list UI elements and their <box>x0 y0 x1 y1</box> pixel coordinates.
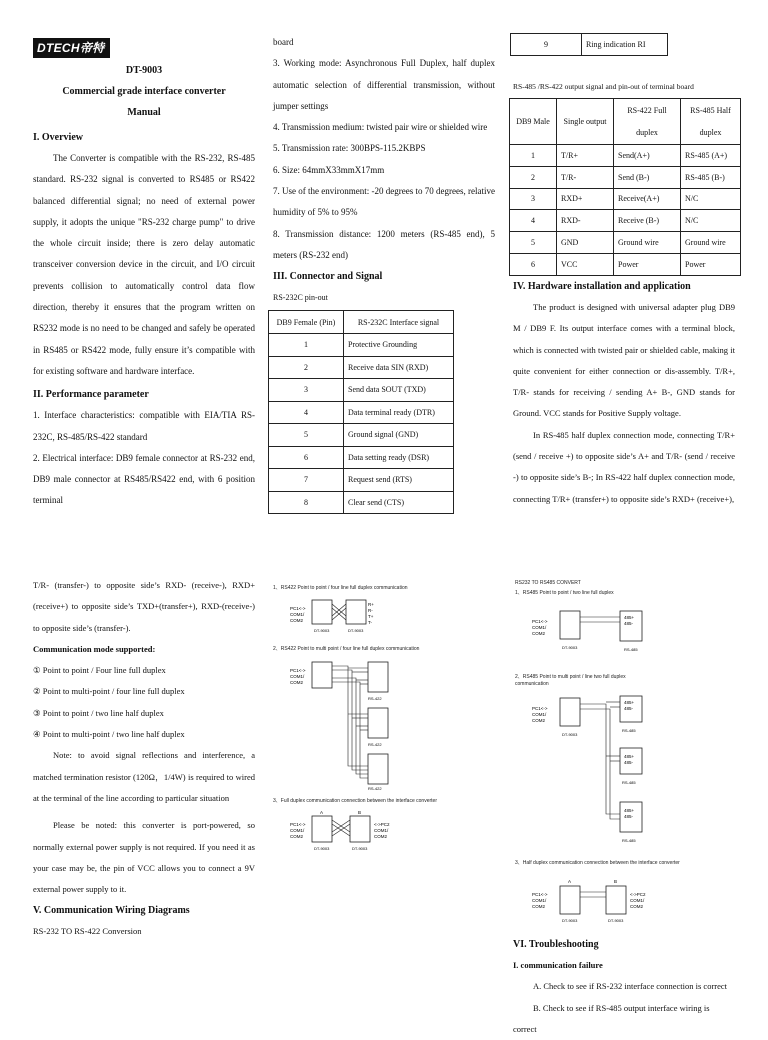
hardware-p2: In RS-485 half duplex connection mode, connecting T/R+ (send / receive +) to opposite side’s A+ and T/R- (send / receive -) to opposite side’s B-; In RS-422 half duplex connection mode, connecting T/R+ (transfer+) to opposite side’s RXD+ (receive+), <box>513 429 735 504</box>
svg-text:COM1/: COM1/ <box>532 898 547 903</box>
table-cell: N/C <box>681 210 741 232</box>
diagram-caption: 2、RS485 Point to multi point / line two full duplex communication <box>515 674 626 687</box>
termination-note: Note: to avoid signal reflections and interference, a matched termination resistor (120Ω，1/4W) is required to wired at the terminal of the line according to particular situation <box>33 750 255 803</box>
table-cell: RXD- <box>557 210 614 232</box>
table-header: DB9 Female (Pin) <box>269 311 344 334</box>
perf-item-8: 8. Transmission distance: 1200 meters (RS-485 end), 5 meters (RS-232 end) <box>273 228 495 260</box>
table-cell: Power <box>614 253 681 275</box>
svg-text:T+: T+ <box>368 614 374 619</box>
table-cell: GND <box>557 232 614 254</box>
hardware-heading: IV. Hardware installation and application <box>513 281 691 292</box>
doc-model: DT-9003 <box>125 65 163 76</box>
svg-text:DT-9003: DT-9003 <box>562 732 578 737</box>
table-cell: 6 <box>510 253 557 275</box>
table-cell: 2 <box>269 356 344 379</box>
diagram-title: RS232 TO RS485 CONVERT <box>515 580 581 586</box>
table-row <box>269 334 454 357</box>
svg-text:RS-485: RS-485 <box>622 838 636 843</box>
bottom-left-column <box>33 575 255 943</box>
doc-subtitle: Manual <box>127 107 161 118</box>
svg-text:RS-422: RS-422 <box>368 786 382 791</box>
svg-text:COM1/: COM1/ <box>290 612 305 617</box>
diagram-caption: 3、Full duplex communication connection between the interface converter <box>273 798 437 804</box>
table-cell: 5 <box>269 424 344 447</box>
wiring-sub: RS-232 TO RS-422 Conversion <box>33 926 142 937</box>
diagram-485-converter-pair <box>530 876 665 928</box>
svg-text:DT-9003: DT-9003 <box>562 918 578 923</box>
table-header-row <box>269 311 454 334</box>
svg-text:DT-9003: DT-9003 <box>348 628 364 633</box>
perf-item-2: 2. Electrical interface: DB9 female connector at RS-232 end, DB9 male connector at RS485/RS422 end, with 6 position terminal <box>33 452 255 506</box>
table-row <box>269 491 454 514</box>
table-cell: Ring indication RI <box>582 34 668 56</box>
right-column <box>513 276 735 510</box>
svg-text:R-: R- <box>368 608 373 613</box>
table-cell: 9 <box>511 34 582 56</box>
table-cell: Send(A+) <box>614 145 681 167</box>
table-cell: Send data SOUT (TXD) <box>344 379 454 402</box>
perf-item-2-cont: board <box>273 37 294 47</box>
perf-item-6: 6. Size: 64mmX33mmX17mm <box>273 164 385 175</box>
table-cell: Receive data SIN (RXD) <box>344 356 454 379</box>
svg-text:485+: 485+ <box>624 808 635 813</box>
rs485-caption: RS-485 /RS-422 output signal and pin-out of terminal board <box>513 82 694 91</box>
troubleshooting-heading: VI. Troubleshooting <box>513 939 599 950</box>
svg-text:COM2: COM2 <box>290 618 304 623</box>
svg-text:PC1<->: PC1<-> <box>532 706 548 711</box>
svg-text:485+: 485+ <box>624 700 635 705</box>
perf-item-3: 3. Working mode: Asynchronous Full Duplex, half duplex automatic selection of differential transmission, without jumper settings <box>273 58 495 111</box>
svg-text:485-: 485- <box>624 760 634 765</box>
svg-text:COM1/: COM1/ <box>630 898 645 903</box>
diagram-caption: 1、RS485 Point to point / two line full duplex <box>515 590 614 596</box>
diagram-caption: 2、RS422 Point to multi point / four line full duplex communication <box>273 646 420 652</box>
svg-text:DT-9003: DT-9003 <box>314 628 330 633</box>
svg-text:DT-9003: DT-9003 <box>314 846 330 851</box>
table-cell: 1 <box>269 334 344 357</box>
svg-text:COM2: COM2 <box>630 904 644 909</box>
ri-row-table <box>510 33 668 56</box>
svg-text:485+: 485+ <box>624 754 635 759</box>
rs232-pinout-table <box>268 310 454 514</box>
svg-text:PC1<->: PC1<-> <box>290 606 306 611</box>
table-cell: Clear send (CTS) <box>344 491 454 514</box>
svg-text:<->PC2: <->PC2 <box>374 822 390 827</box>
table-header: DB9 Male <box>510 99 557 145</box>
svg-text:<->PC2: <->PC2 <box>630 892 646 897</box>
diagram-485-p2p <box>530 605 660 660</box>
table-cell: 5 <box>510 232 557 254</box>
mode-item: ③ Point to point / two line half duplex <box>33 707 164 718</box>
svg-text:PC1<->: PC1<-> <box>532 619 548 624</box>
svg-text:PC1<->: PC1<-> <box>290 822 306 827</box>
svg-text:COM2: COM2 <box>532 631 546 636</box>
svg-text:485-: 485- <box>624 814 634 819</box>
table-header: RS-485 Half duplex <box>681 99 741 145</box>
table-cell: VCC <box>557 253 614 275</box>
svg-text:RS-422: RS-422 <box>368 742 382 747</box>
rs485-pinout-table <box>509 98 741 276</box>
brand-logo: DTECH帝特 <box>33 38 110 58</box>
hardware-p2-cont: T/R- (transfer-) to opposite side’s RXD- (receive-), RXD+(receive+) to opposite side’s TXD+(transfer+), RXD-(receive-) to opposite side’s (transfer-). <box>33 580 255 633</box>
table-row <box>510 188 741 210</box>
svg-text:COM2: COM2 <box>532 904 546 909</box>
svg-text:485-: 485- <box>624 621 634 626</box>
perf-item-7: 7. Use of the environment: -20 degrees to 70 degrees, relative humidity of 5% to 95% <box>273 186 495 218</box>
modes-heading: Communication mode supported: <box>33 643 156 654</box>
table-cell: 3 <box>510 188 557 210</box>
svg-text:RS-485: RS-485 <box>622 780 636 785</box>
perf-item-5: 5. Transmission rate: 300BPS-115.2KBPS <box>273 143 426 154</box>
svg-text:RS-422: RS-422 <box>368 696 382 701</box>
table-row <box>269 424 454 447</box>
table-row <box>510 166 741 188</box>
troubleshooting-section <box>513 934 735 1040</box>
table-cell: T/R+ <box>557 145 614 167</box>
table-row <box>510 210 741 232</box>
perf-item-1: 1. Interface characteristics: compatible with EIA/TIA RS-232C, RS-485/RS-422 standard <box>33 410 255 442</box>
svg-text:COM1/: COM1/ <box>290 828 305 833</box>
svg-text:DT-9003: DT-9003 <box>352 846 368 851</box>
svg-text:PC1<->: PC1<-> <box>532 892 548 897</box>
table-cell: N/C <box>681 188 741 210</box>
table-cell: Power <box>681 253 741 275</box>
mode-item: ① Point to point / Four line full duplex <box>33 665 166 676</box>
svg-text:COM2: COM2 <box>532 718 546 723</box>
diagram-caption: 3、Half duplex communication connection between the interface converter <box>515 860 680 866</box>
diagram-485-multipoint <box>530 692 660 847</box>
table-cell: Receive(A+) <box>614 188 681 210</box>
svg-text:COM1/: COM1/ <box>374 828 389 833</box>
middle-column <box>273 32 495 309</box>
svg-text:RS-485: RS-485 <box>624 647 638 652</box>
svg-text:RS-485: RS-485 <box>622 728 636 733</box>
table-header: RS-422 Full duplex <box>614 99 681 145</box>
mode-item: ④ Point to multi-point / two line half duplex <box>33 729 185 740</box>
table-cell: RS-485 (A+) <box>681 145 741 167</box>
table-cell: 4 <box>269 401 344 424</box>
connector-heading: III. Connector and Signal <box>273 271 383 283</box>
overview-text: The Converter is compatible with the RS-232, RS-485 standard. RS-232 signal is converted to RS485 or RS422 balanced differential signal; no need of external power supply, it adopts the unique "RS-232 charge pump" to drive the whole circuit inside; there is zero delay automatic transceiver conversion device in the circuit, and I/O circuit prevents collision to automatically control data flow direction, thereby it ensures that the program written on RS232 mode is no need to be changed and safely be operated in RS485 or RS422 mode, fully ensure it’s compatible with for existing software and hardware interface. <box>33 153 255 376</box>
table-cell: 6 <box>269 446 344 469</box>
table-cell: RS-485 (B-) <box>681 166 741 188</box>
left-column <box>33 60 255 512</box>
table-row <box>269 379 454 402</box>
svg-text:PC1<->: PC1<-> <box>290 668 306 673</box>
table-cell: Receive (B-) <box>614 210 681 232</box>
svg-text:DT-9003: DT-9003 <box>562 645 578 650</box>
svg-text:485-: 485- <box>624 706 634 711</box>
svg-text:COM2: COM2 <box>374 834 388 839</box>
table-cell: Ground signal (GND) <box>344 424 454 447</box>
diagram-caption: 1、RS422 Point to point / four line full duplex communication <box>273 585 408 591</box>
table-header: Single output <box>557 99 614 145</box>
table-cell: Data terminal ready (DTR) <box>344 401 454 424</box>
table-row <box>510 232 741 254</box>
svg-text:B: B <box>358 810 362 815</box>
svg-text:B: B <box>614 879 618 884</box>
table-cell: 3 <box>269 379 344 402</box>
performance-heading: II. Performance parameter <box>33 389 149 401</box>
table-cell: 8 <box>269 491 344 514</box>
rs232-caption: RS-232C pin-out <box>273 293 328 303</box>
perf-item-4: 4. Transmission medium: twisted pair wire or shielded wire <box>273 122 488 133</box>
svg-text:COM1/: COM1/ <box>532 712 547 717</box>
wiring-heading: V. Communication Wiring Diagrams <box>33 905 190 917</box>
table-cell: Request send (RTS) <box>344 469 454 492</box>
table-cell: 4 <box>510 210 557 232</box>
table-row <box>269 469 454 492</box>
hardware-p1: The product is designed with universal adapter plug DB9 M / DB9 F. Its output interface comes with a terminal block, which is connected with twisted pair or shielded cable, making it quite convenient for either connection or dis-assembly. T/R+, T/R- stands for receiving / sending A+ B-, GND stands for Ground. VCC stands for Positive Supply voltage. <box>513 302 735 419</box>
svg-text:485+: 485+ <box>624 615 635 620</box>
diagram-422-multipoint <box>288 656 398 791</box>
svg-text:A: A <box>320 810 324 815</box>
svg-text:COM2: COM2 <box>290 680 304 685</box>
svg-text:COM1/: COM1/ <box>290 674 305 679</box>
overview-heading: I. Overview <box>33 132 83 143</box>
table-cell: 1 <box>510 145 557 167</box>
table-cell: 7 <box>269 469 344 492</box>
trouble-item-a: A. Check to see if RS-232 interface connection is correct <box>533 981 728 992</box>
diagram-422-p2p <box>288 596 398 636</box>
table-row <box>269 446 454 469</box>
table-cell: RXD+ <box>557 188 614 210</box>
power-note: Please be noted: this converter is port-powered, so normally external power supply is not required. If you need it as your case may be, the pin of VCC allows you to connect a 9V external power supply to it. <box>33 820 255 895</box>
table-row <box>510 253 741 275</box>
table-cell: Data setting ready (DSR) <box>344 446 454 469</box>
svg-text:T-: T- <box>368 620 372 625</box>
trouble-item-b: B. Check to see if RS-485 output interface wiring is correct <box>513 1002 710 1034</box>
svg-text:A: A <box>568 879 572 884</box>
table-cell: Ground wire <box>681 232 741 254</box>
svg-text:COM2: COM2 <box>290 834 304 839</box>
mode-item: ② Point to multi-point / four line full duplex <box>33 686 185 697</box>
table-cell: 2 <box>510 166 557 188</box>
table-cell: T/R- <box>557 166 614 188</box>
table-cell: Protective Grounding <box>344 334 454 357</box>
table-row <box>269 356 454 379</box>
svg-text:DT-9003: DT-9003 <box>608 918 624 923</box>
diagram-422-converter-pair <box>288 808 408 856</box>
doc-title: Commercial grade interface converter <box>62 86 226 97</box>
svg-text:R+: R+ <box>368 602 374 607</box>
table-header: RS-232C Interface signal <box>344 311 454 334</box>
table-header-row <box>510 99 741 145</box>
table-row <box>510 145 741 167</box>
table-row <box>511 34 668 56</box>
svg-text:COM1/: COM1/ <box>532 625 547 630</box>
table-cell: Ground wire <box>614 232 681 254</box>
troubleshooting-sub: I. communication failure <box>513 960 603 970</box>
table-row <box>269 401 454 424</box>
table-cell: Send (B-) <box>614 166 681 188</box>
